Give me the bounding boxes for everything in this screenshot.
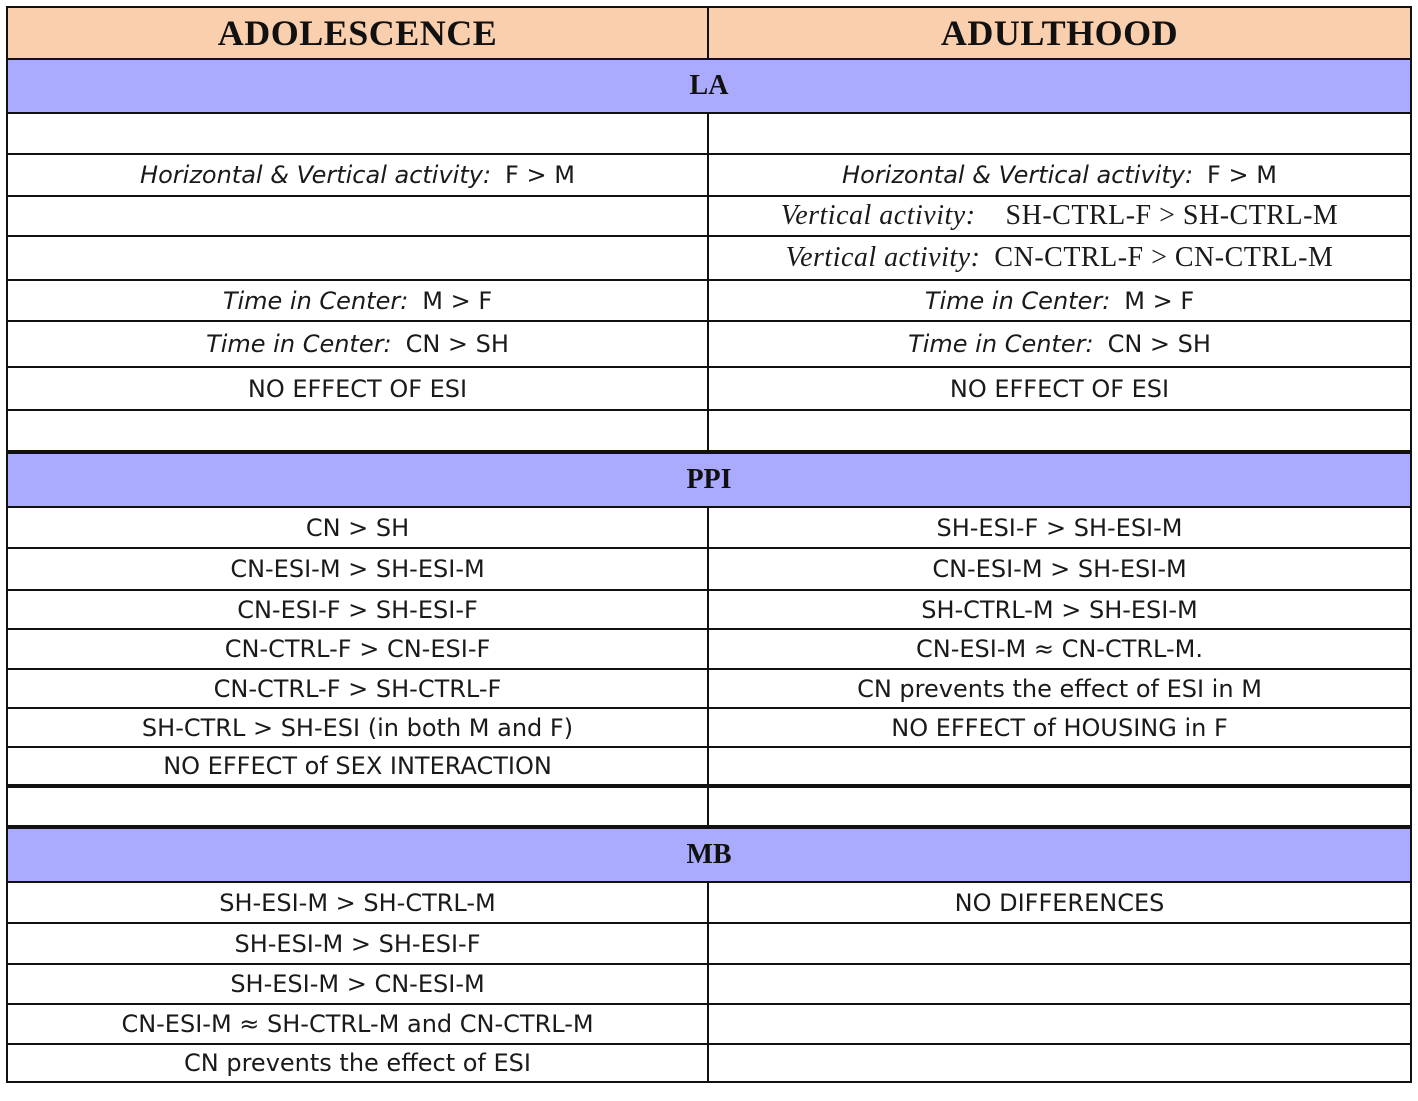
cell-adulthood: NO EFFECT of HOUSING in F (708, 708, 1411, 747)
cell-adolescence (7, 196, 708, 236)
cell-adolescence: SH-CTRL > SH-ESI (in both M and F) (7, 708, 708, 747)
cell-adolescence (7, 154, 708, 196)
cell-adulthood (708, 1004, 1411, 1044)
cell-value: M > F (422, 286, 493, 315)
cell-adulthood: NO DIFFERENCES (708, 882, 1411, 923)
section-row-mb (7, 827, 1411, 882)
cell-adolescence: CN > SH (7, 507, 708, 548)
table-row (7, 154, 1411, 196)
cell-label: Time in Center: (222, 286, 409, 315)
cell-label: Horizontal & Vertical activity: (140, 161, 492, 189)
cell-adolescence (7, 321, 708, 367)
cell-adulthood (708, 1044, 1411, 1082)
cell-adulthood (708, 321, 1411, 367)
cell-adulthood (708, 113, 1411, 154)
cell-adolescence: CN-CTRL-F > SH-CTRL-F (7, 669, 708, 708)
table-row (7, 548, 1411, 590)
section-title-ppi: PPI (7, 452, 1411, 507)
table-row (7, 882, 1411, 923)
column-header-row (7, 7, 1411, 59)
cell-label: Vertical activity: (785, 242, 981, 273)
cell-adolescence (7, 786, 708, 827)
cell-adulthood: SH-ESI-F > SH-ESI-M (708, 507, 1411, 548)
header-adulthood: ADULTHOOD (708, 7, 1411, 59)
table-row (7, 280, 1411, 321)
cell-adolescence: CN-CTRL-F > CN-ESI-F (7, 629, 708, 669)
cell-adulthood: CN prevents the effect of ESI in M (708, 669, 1411, 708)
table-row (7, 669, 1411, 708)
table-row (7, 1004, 1411, 1044)
cell-adulthood (708, 196, 1411, 236)
table-row (7, 923, 1411, 964)
cell-adulthood (708, 747, 1411, 786)
cell-adolescence: CN-ESI-M ≈ SH-CTRL-M and CN-CTRL-M (7, 1004, 708, 1044)
cell-adolescence (7, 113, 708, 154)
cell-label: Vertical activity: (780, 200, 976, 231)
section-row-ppi (7, 452, 1411, 507)
cell-adulthood: CN-ESI-M > SH-ESI-M (708, 548, 1411, 590)
table-row (7, 708, 1411, 747)
cell-adulthood (708, 236, 1411, 280)
cell-value: F > M (1207, 161, 1277, 189)
cell-adulthood (708, 964, 1411, 1004)
cell-adolescence: CN-ESI-F > SH-ESI-F (7, 590, 708, 629)
table-row (7, 507, 1411, 548)
cell-label: Time in Center: (924, 286, 1111, 315)
cell-adulthood: NO EFFECT OF ESI (708, 367, 1411, 410)
cell-adolescence (7, 236, 708, 280)
cell-adulthood: SH-CTRL-M > SH-ESI-M (708, 590, 1411, 629)
cell-adolescence: NO EFFECT of SEX INTERACTION (7, 747, 708, 786)
table-row (7, 747, 1411, 786)
cell-value: CN > SH (405, 330, 509, 358)
cell-value: M > F (1124, 286, 1195, 315)
cell-value: CN-CTRL-F > CN-CTRL-M (994, 242, 1334, 273)
table-row (7, 367, 1411, 410)
summary-table (6, 6, 1412, 1083)
section-title-mb: MB (7, 827, 1411, 882)
cell-adulthood (708, 154, 1411, 196)
cell-adolescence: CN prevents the effect of ESI (7, 1044, 708, 1082)
cell-value: SH-CTRL-F > SH-CTRL-M (1005, 200, 1339, 231)
cell-adulthood (708, 923, 1411, 964)
cell-value: CN > SH (1107, 330, 1211, 358)
cell-adolescence: SH-ESI-M > SH-CTRL-M (7, 882, 708, 923)
cell-adolescence: SH-ESI-M > CN-ESI-M (7, 964, 708, 1004)
cell-label: Horizontal & Vertical activity: (842, 161, 1194, 189)
cell-label: Time in Center: (206, 330, 392, 358)
cell-adulthood (708, 786, 1411, 827)
table-row (7, 321, 1411, 367)
table-row (7, 196, 1411, 236)
cell-adulthood (708, 410, 1411, 452)
table-row (7, 1044, 1411, 1082)
cell-adolescence (7, 410, 708, 452)
table-row (7, 410, 1411, 452)
table-row (7, 236, 1411, 280)
table-row (7, 590, 1411, 629)
cell-label: Time in Center: (908, 330, 1094, 358)
cell-adolescence: CN-ESI-M > SH-ESI-M (7, 548, 708, 590)
table-row (7, 629, 1411, 669)
cell-adulthood: CN-ESI-M ≈ CN-CTRL-M. (708, 629, 1411, 669)
cell-adolescence: NO EFFECT OF ESI (7, 367, 708, 410)
header-adolescence: ADOLESCENCE (7, 7, 708, 59)
table-row (7, 786, 1411, 827)
table-row (7, 113, 1411, 154)
section-title-la: LA (7, 59, 1411, 113)
cell-adolescence: SH-ESI-M > SH-ESI-F (7, 923, 708, 964)
section-row-la (7, 59, 1411, 113)
cell-value: F > M (505, 161, 575, 189)
cell-adulthood (708, 280, 1411, 321)
cell-adolescence (7, 280, 708, 321)
table-row (7, 964, 1411, 1004)
